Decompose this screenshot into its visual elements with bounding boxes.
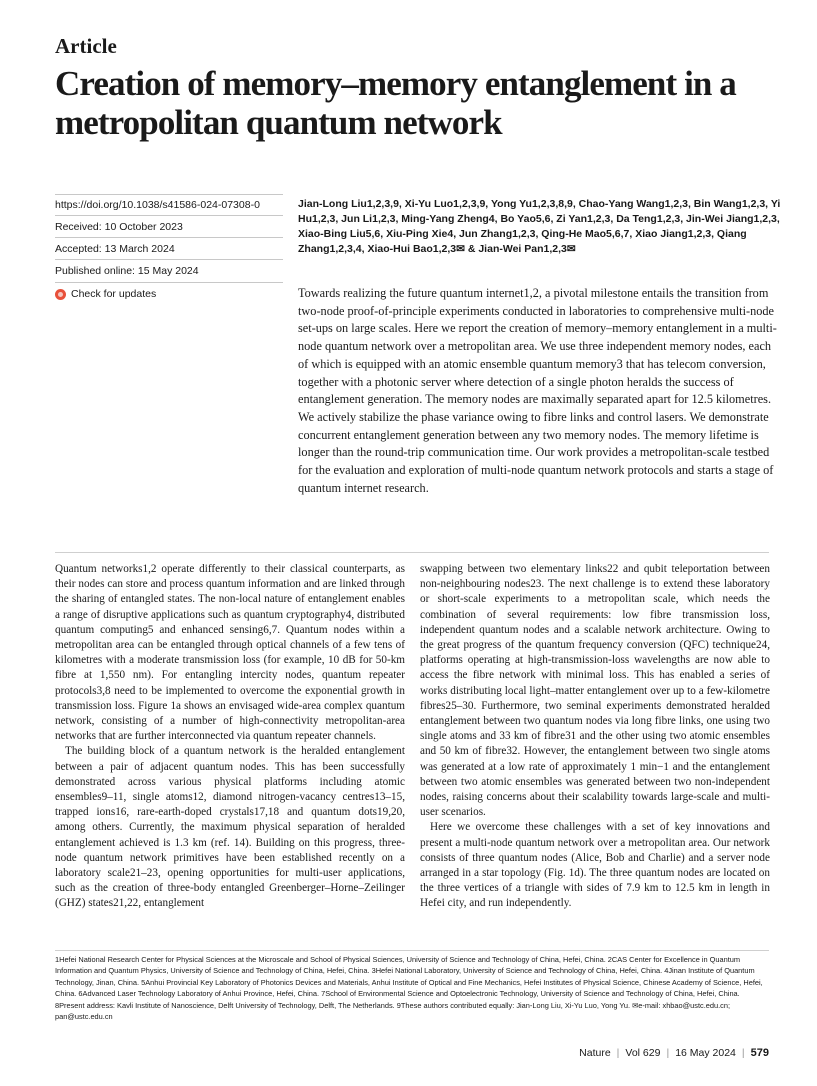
body-paragraph: Here we overcome these challenges with a set of key innovations and present a multi-node quantum network over a metropolitan area. Our network consists of three quantum nodes (Alice, Bob and Charlie) and a server node arranged in a star topology (Fig. 1d). The three quantum nodes are located on the three vertices of a triangle with sides of 7.9 km to 12.5 km in length in Hefei city, and run independently. (420, 821, 770, 910)
body-paragraph: Quantum networks1,2 operate differently to their classical counterparts, as their nodes can store and process quantum information and are linked through the sharing of entangled states. The non-local nature of entanglement enables a range of disruptive applications such as quantum cryptography4, distributed quantum computing5 and enhanced sensing6,7. Quantum nodes within a metropolitan area can be entangled through optical channels of a few tens of kilometres with a moderate transmission loss (for example, 10 dB for 50-km fibre at 1,550 nm). For entangling intercity nodes, quantum repeater protocols3,8 need to be implemented to overcome the exponential growth in transmission loss. Figure 1a shows an envisaged wide-area complex quantum network, consisting of a number of high-connectivity metropolitan-area networks that are further interconnected via quantum repeater channels. (55, 563, 405, 743)
body-column-left (55, 562, 405, 912)
meta-divider (55, 194, 283, 195)
meta-divider (55, 259, 283, 260)
accepted-date: Accepted: 13 March 2024 (55, 243, 175, 255)
abstract: Towards realizing the future quantum internet1,2, a pivotal milestone entails the transition from two-node proof-of-principle experiments conducted in laboratories to comprehensive multi-node set-ups on large scales. Here we report the creation of memory–memory entanglement in a multi-node quantum network over a metropolitan area. We use three independent memory nodes, each of which is equipped with an atomic ensemble quantum memory3 that has telecom conversion, together with a photonic server where detection of a single photon heralds the success of entanglement generation. The memory nodes are maximally separated apart for 12.5 kilometres. We actively stabilize the phase variance owing to fibre links and control lasers. We demonstrate concurrent entanglement generation between any two memory nodes. The memory lifetime is longer than the round-trip communication time. Our work provides a metropolitan-scale testbed for the evaluation and exploration of multi-node quantum network protocols and starts a stage of quantum internet research. (298, 286, 777, 495)
meta-divider (55, 282, 283, 283)
footer-separator: | (616, 1047, 620, 1059)
meta-divider (55, 237, 283, 238)
journal-volume: Vol 629 (625, 1047, 661, 1059)
check-for-updates-link[interactable] (55, 288, 156, 300)
body-paragraph: The building block of a quantum network is the heralded entanglement between a pair of adjacent quantum nodes. This has been successfully demonstrated across various physical platforms including atomic ensembles9–11, single atoms12, diamond nitrogen-vacancy centres13–15, trapped ions16, rare-earth-doped crystals17,18 and quantum dots19,20, among others. Currently, the maximum physical separation of heralded entanglement achieved is 1.3 km (ref. 14). Building on this progress, three-node quantum network primitives have been established recently on a laboratory scale21–23, opening opportunities for multi-user applications, such as the creation of three-body entangled Greenberger–Horne–Zeilinger (GHZ) states21,22, entanglement (55, 745, 405, 910)
page-number: 579 (750, 1047, 769, 1059)
body-column-right (420, 562, 770, 912)
footnote-divider (55, 950, 769, 951)
crossmark-icon (55, 289, 66, 300)
article-title: Creation of memory–memory entanglement in a metropolitan quantum network (55, 64, 736, 142)
meta-divider (55, 215, 283, 216)
published-date: Published online: 15 May 2024 (55, 265, 199, 277)
affiliation-footnotes: 1Hefei National Research Center for Physical Sciences at the Microscale and School of Physical Sciences, University of Science and Technology of China, Hefei, China. 2CAS Center for Excellence in Quantum Information and Quantum Physics, University of Science and Technology of China, Hefei, China. 3Hefei National Laboratory, University of Science and Technology of China, Hefei, China. 4Jinan Institute of Quantum Technology, Jinan, China. 5Anhui Provincial Key Laboratory of Photonics Devices and Materials, Anhui Institute of Optical and Fine Mechanics, Hefei Institutes of Physical Science, Chinese Academy of Science, Hefei, China. 6Advanced Laser Technology Laboratory of Anhui Province, Hefei, China. 7School of Environmental Science and Optoelectronic Technology, University of Science and Technology of China, Hefei, China. 8Present address: Kavli Institute of Nanoscience, Delft University of Technology, Delft, The Netherlands. 9These authors contributed equally: Jian-Long Liu, Xi-Yu Luo, Yong Yu. ✉e-mail: xhbao@ustc.edu.cn; pan@ustc.edu.cn (55, 955, 763, 1022)
received-date: Received: 10 October 2023 (55, 221, 183, 233)
footer-separator: | (666, 1047, 670, 1059)
page-footer (579, 1047, 769, 1059)
journal-name: Nature (579, 1047, 611, 1059)
footer-separator: | (741, 1047, 745, 1059)
body-paragraph: swapping between two elementary links22 and qubit teleportation between non-neighbouring nodes23. The next challenge is to extend these laboratory or short-scale experiments to a metropolitan scale, which needs the combination of several requirements: low fibre transmission loss, independent quantum nodes and a scalable network architecture. Owing to the great progress of the quantum frequency conversion (QFC) technique24, platforms operating at high-transmission-loss wavelengths are now able to access the fibre network with minimal loss. This has enabled a series of works distributing local light–matter entanglement over up to a few-kilometre fibres25–30. Furthermore, two seminal experiments demonstrated heralded entanglement between two quantum nodes via long fibre links, one using two single atoms and 33 km of fibre31 and the other using two atomic ensembles and 50 km of fibre32. However, the entanglement between two single atoms was generated at a low rate of approximately 1 min−1 and the entanglement between two atomic ensembles was generated between two non-independent nodes, raising concerns about their scalability towards large-scale and multi-user scenarios. (420, 563, 770, 819)
doi-link[interactable]: https://doi.org/10.1038/s41586-024-07308-0 (55, 199, 260, 211)
author-list: Jian-Long Liu1,2,3,9, Xi-Yu Luo1,2,3,9, Yong Yu1,2,3,8,9, Chao-Yang Wang1,2,3, Bin Wang1,2,3, Yi Hu1,2,3, Jun Li1,2,3, Ming-Yang Zheng4, Bo Yao5,6, Zi Yan1,2,3, Da Teng1,2,3, Jin-Wei Jiang1,2,3, Xiao-Bing Liu5,6, Xiu-Ping Xie4, Jun Zhang1,2,3, Qing-He Mao5,6,7, Xiao Jiang1,2,3, Qiang Zhang1,2,3,4, Xiao-Hui Bao1,2,3✉ & Jian-Wei Pan1,2,3✉ (298, 198, 781, 255)
issue-date: 16 May 2024 (675, 1047, 736, 1059)
check-for-updates-label: Check for updates (71, 288, 157, 300)
article-type-label: Article (55, 34, 117, 58)
abstract-divider (55, 552, 769, 553)
